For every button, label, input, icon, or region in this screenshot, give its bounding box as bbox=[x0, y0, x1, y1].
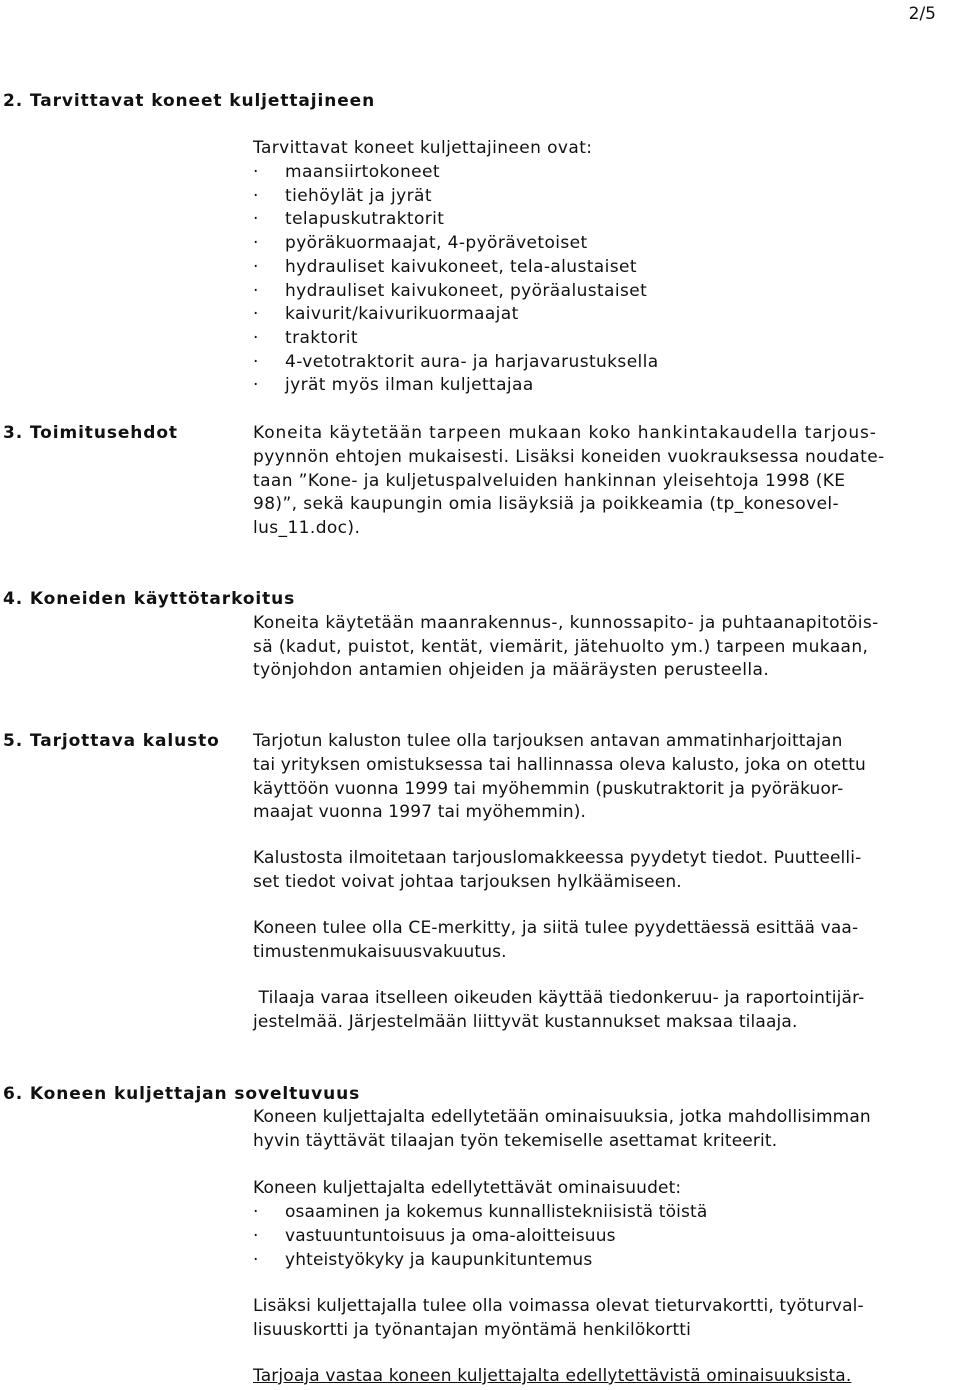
section-5-line: set tiedot voivat johtaa tarjouksen hylkäämiseen. bbox=[253, 872, 682, 892]
section-6-final-note: Tarjoaja vastaa koneen kuljettajalta edellytettävistä ominaisuuksista. bbox=[253, 1366, 852, 1386]
list-item: · telapuskutraktorit bbox=[253, 209, 445, 229]
section-5-line: maajat vuonna 1997 tai myöhemmin). bbox=[253, 802, 587, 822]
list-item: · osaaminen ja kokemus kunnallistekniisistä töistä bbox=[253, 1202, 708, 1222]
list-item: · maansiirtokoneet bbox=[253, 162, 440, 182]
section-5-line: käyttöön vuonna 1999 tai myöhemmin (puskutraktorit ja pyöräkuor- bbox=[253, 779, 844, 799]
section-3-line: taan ”Kone- ja kuljetuspalveluiden hankinnan yleisehtoja 1998 (KE bbox=[253, 471, 846, 491]
section-5-line: Tilaaja varaa itselleen oikeuden käyttää tiedonkeruu- ja raportointijär- bbox=[253, 988, 865, 1008]
section-6-line: Koneen kuljettajalta edellytetään ominaisuuksia, jotka mahdollisimman bbox=[253, 1107, 871, 1127]
bullet-icon: · bbox=[253, 233, 259, 253]
section-4-line: sä (kadut, puistot, kentät, viemärit, jätehuolto ym.) tarpeen mukaan, bbox=[253, 637, 869, 657]
list-item: · vastuuntuntoisuus ja oma-aloitteisuus bbox=[253, 1226, 616, 1246]
bullet-icon: · bbox=[253, 281, 259, 301]
section-3-line: lus_11.doc). bbox=[253, 518, 361, 538]
list-item: · 4-vetotraktorit aura- ja harjavarustuksella bbox=[253, 352, 659, 372]
section-6-line: Lisäksi kuljettajalla tulee olla voimassa olevat tieturvakortti, työturval- bbox=[253, 1296, 864, 1316]
bullet-icon: · bbox=[253, 186, 259, 206]
section-3-line: Koneita käytetään tarpeen mukaan koko hankintakaudella tarjous- bbox=[253, 423, 877, 443]
list-item: · pyöräkuormaajat, 4-pyörävetoiset bbox=[253, 233, 588, 253]
section-2-intro: Tarvittavat koneet kuljettajineen ovat: bbox=[253, 138, 593, 158]
section-5-line: Tarjotun kaluston tulee olla tarjouksen antavan ammatinharjoittajan bbox=[253, 731, 843, 751]
bullet-icon: · bbox=[253, 209, 259, 229]
section-2-heading: 2. Tarvittavat koneet kuljettajineen bbox=[3, 91, 376, 111]
list-item: · hydrauliset kaivukoneet, pyöräalustaiset bbox=[253, 281, 648, 301]
bullet-icon: · bbox=[253, 352, 259, 372]
section-5-line: tai yrityksen omistuksessa tai hallinnassa oleva kalusto, joka on otettu bbox=[253, 755, 866, 775]
list-item: · kaivurit/kaivurikuormaajat bbox=[253, 304, 519, 324]
section-4-line: Koneita käytetään maanrakennus-, kunnossapito- ja puhtaanapitotöis- bbox=[253, 613, 879, 633]
section-5-heading: 5. Tarjottava kalusto bbox=[3, 731, 220, 751]
bullet-icon: · bbox=[253, 328, 259, 348]
list-item: · jyrät myös ilman kuljettajaa bbox=[253, 375, 534, 395]
section-3-heading: 3. Toimitusehdot bbox=[3, 423, 178, 443]
bullet-icon: · bbox=[253, 1202, 259, 1222]
list-item: · yhteistyökyky ja kaupunkituntemus bbox=[253, 1250, 593, 1270]
section-6-heading: 6. Koneen kuljettajan soveltuvuus bbox=[3, 1084, 361, 1104]
section-5-line: jestelmää. Järjestelmään liittyvät kustannukset maksaa tilaaja. bbox=[253, 1012, 798, 1032]
section-3-line: 98)”, sekä kaupungin omia lisäyksiä ja poikkeamia (tp_konesovel- bbox=[253, 494, 840, 514]
bullet-icon: · bbox=[253, 162, 259, 182]
section-4-heading: 4. Koneiden käyttötarkoitus bbox=[3, 589, 296, 609]
page-number: 2/5 bbox=[908, 4, 936, 24]
list-item: · hydrauliset kaivukoneet, tela-alustaiset bbox=[253, 257, 637, 277]
section-5-line: Koneen tulee olla CE-merkitty, ja siitä tulee pyydettäessä esittää vaa- bbox=[253, 918, 859, 938]
section-6-line: lisuuskortti ja työnantajan myöntämä henkilökortti bbox=[253, 1320, 691, 1340]
section-6-line: hyvin täyttävät tilaajan työn tekemiselle asettamat kriteerit. bbox=[253, 1131, 778, 1151]
section-3-line: pyynnön ehtojen mukaisesti. Lisäksi koneiden vuokrauksessa noudate- bbox=[253, 447, 885, 467]
bullet-icon: · bbox=[253, 1226, 259, 1246]
bullet-icon: · bbox=[253, 1250, 259, 1270]
list-item: · traktorit bbox=[253, 328, 358, 348]
bullet-icon: · bbox=[253, 304, 259, 324]
bullet-icon: · bbox=[253, 257, 259, 277]
section-4-line: työnjohdon antamien ohjeiden ja määräysten perusteella. bbox=[253, 660, 770, 680]
section-5-line: Kalustosta ilmoitetaan tarjouslomakkeessa pyydetyt tiedot. Puutteelli- bbox=[253, 848, 862, 868]
section-5-line: timustenmukaisuusvakuutus. bbox=[253, 942, 507, 962]
section-6-intro: Koneen kuljettajalta edellytettävät ominaisuudet: bbox=[253, 1178, 682, 1198]
bullet-icon: · bbox=[253, 375, 259, 395]
list-item: · tiehöylät ja jyrät bbox=[253, 186, 432, 206]
